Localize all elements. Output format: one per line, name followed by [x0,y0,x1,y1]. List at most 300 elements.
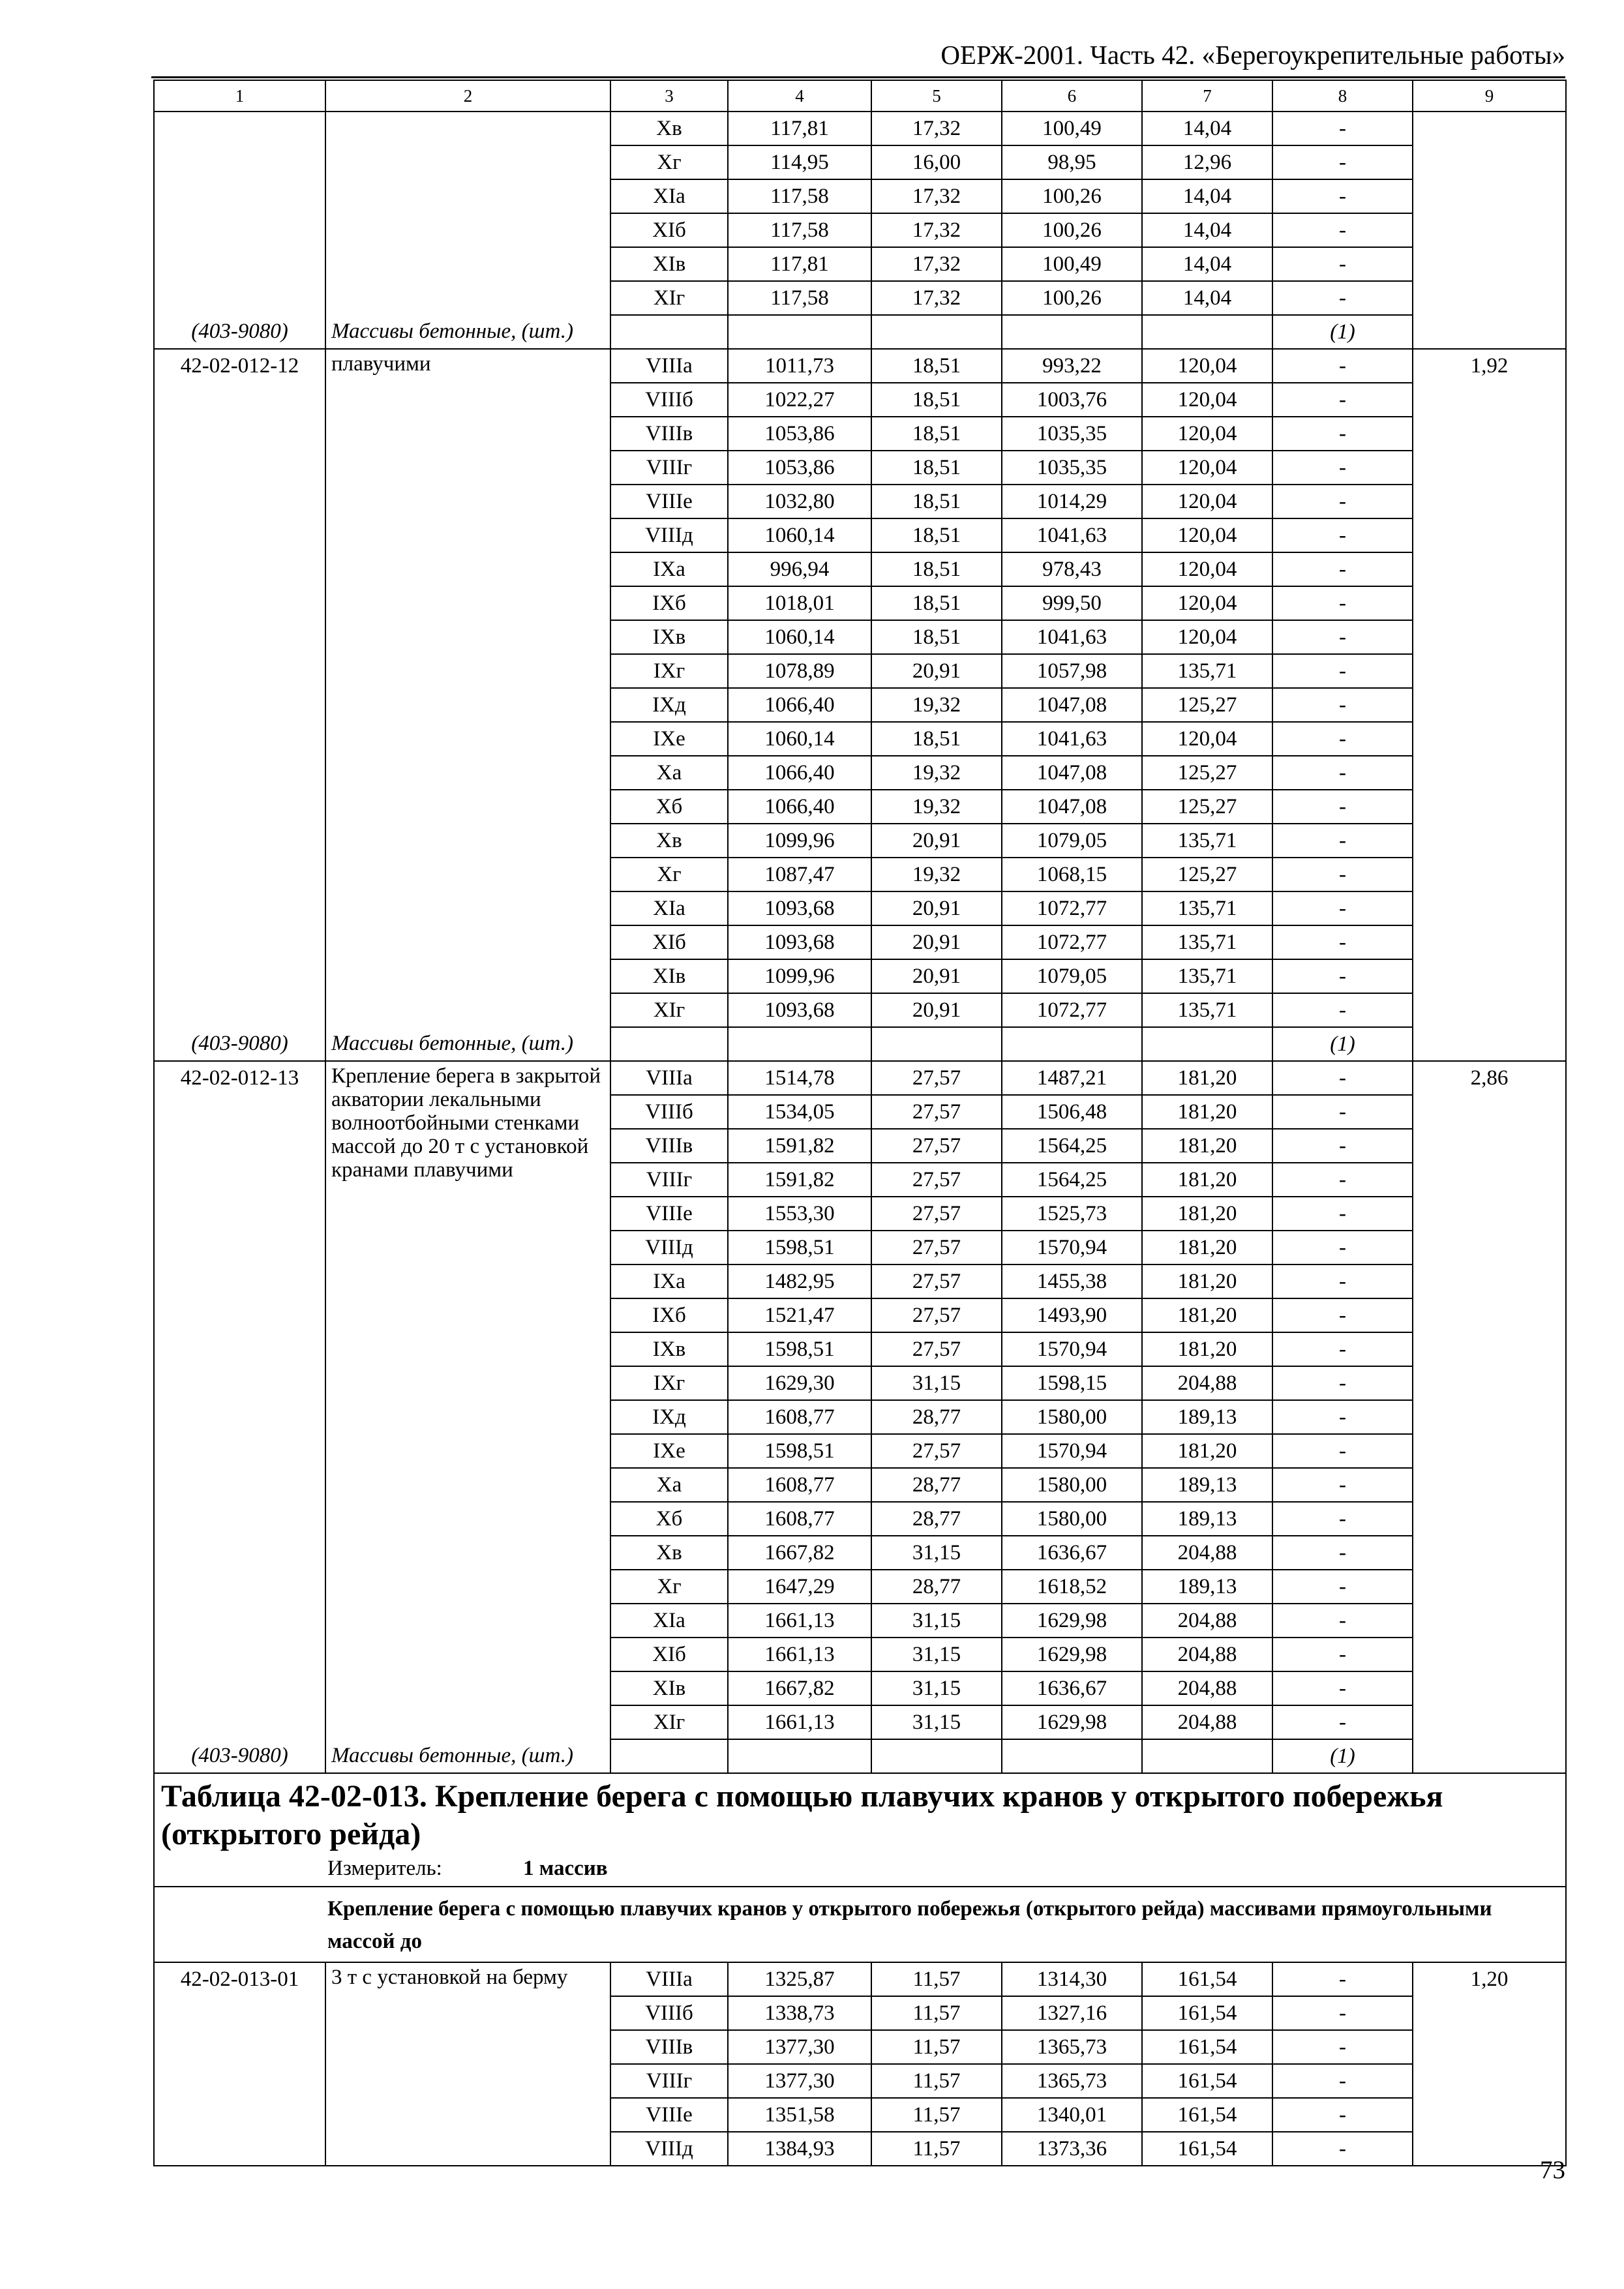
cell-col-7: 120,04 [1142,620,1272,654]
resource-row [154,1739,1566,1773]
cell-col-7: 189,13 [1142,1502,1272,1536]
cell-col-3: Хв [610,1536,728,1570]
cell-col-5: 27,57 [871,1163,1002,1197]
cell-col-3: IXе [610,1434,728,1468]
cell-col-3: ХIа [610,1604,728,1638]
rate-description: плавучими [325,349,610,1027]
cell-col-4: 1093,68 [728,891,871,925]
cell-col-8: - [1272,891,1413,925]
cell-col-6: 1636,67 [1002,1536,1142,1570]
cell-col-4: 1325,87 [728,1962,871,1996]
cell-col-3: VIIIв [610,1129,728,1163]
cell-col-8: - [1272,620,1413,654]
cell-col-4: 1608,77 [728,1468,871,1502]
cell-col-4: 1608,77 [728,1502,871,1536]
cell-col-4: 1591,82 [728,1163,871,1197]
cell-col-8: - [1272,2098,1413,2132]
cell-col-7: 135,71 [1142,993,1272,1027]
cell-col-4: 117,58 [728,213,871,247]
cell-col-3: VIIIг [610,2064,728,2098]
cell-col-3: VIIIг [610,451,728,485]
cell-col-5: 17,32 [871,112,1002,145]
cell-col-7: 135,71 [1142,925,1272,959]
cell-col-7: 189,13 [1142,1468,1272,1502]
cell-col-5: 18,51 [871,518,1002,552]
cell-col-7: 120,04 [1142,722,1272,756]
cell-col-8: - [1272,1996,1413,2030]
cell-col-5: 18,51 [871,552,1002,586]
empty-cell [728,1739,871,1773]
cell-col-7: 181,20 [1142,1332,1272,1366]
cell-col-8: - [1272,756,1413,790]
cell-col-4: 1377,30 [728,2030,871,2064]
cell-col-8: - [1272,1095,1413,1129]
cell-col-8: - [1272,925,1413,959]
cell-col-3: IXг [610,654,728,688]
cell-col-3: VIIIа [610,1962,728,1996]
coefficient: 1,92 [1413,349,1566,1061]
cell-col-4: 1060,14 [728,620,871,654]
cell-col-3: ХIб [610,213,728,247]
cell-col-7: 14,04 [1142,179,1272,213]
cell-col-5: 27,57 [871,1264,1002,1298]
cell-col-4: 1338,73 [728,1996,871,2030]
cell-col-3: VIIIг [610,1163,728,1197]
cell-col-4: 117,81 [728,247,871,281]
cell-col-8: - [1272,451,1413,485]
cell-col-7: 120,04 [1142,451,1272,485]
cell-col-7: 204,88 [1142,1705,1272,1739]
column-number: 4 [728,80,871,112]
cell-col-8: - [1272,1231,1413,1264]
column-number: 2 [325,80,610,112]
cell-col-4: 1377,30 [728,2064,871,2098]
cell-col-3: ХIг [610,281,728,315]
cell-col-8: - [1272,2064,1413,2098]
cell-col-6: 978,43 [1002,552,1142,586]
cell-col-8: - [1272,1604,1413,1638]
cell-col-7: 161,54 [1142,2064,1272,2098]
cell-col-6: 1079,05 [1002,824,1142,858]
cell-col-8: - [1272,586,1413,620]
cell-col-4: 1018,01 [728,586,871,620]
cell-col-4: 1093,68 [728,925,871,959]
cell-col-8: - [1272,485,1413,518]
cell-col-5: 20,91 [871,891,1002,925]
coefficient: 1,20 [1413,1962,1566,2166]
cell-col-5: 17,32 [871,179,1002,213]
cell-col-7: 135,71 [1142,654,1272,688]
cell-col-4: 1598,51 [728,1332,871,1366]
resource-name: Массивы бетонные, (шт.) [325,315,610,349]
cell-col-8: - [1272,112,1413,145]
cell-col-3: ХIв [610,247,728,281]
cell-col-5: 28,77 [871,1502,1002,1536]
running-header-title: ОЕРЖ-2001. Часть 42. «Берегоукрепительные работы» [940,40,1565,70]
cell-col-8: - [1272,2132,1413,2166]
cell-col-4: 1053,86 [728,451,871,485]
measure-value: 1 массив [523,1857,608,1880]
cell-col-3: Хг [610,858,728,891]
cell-col-4: 1667,82 [728,1671,871,1705]
cell-col-7: 161,54 [1142,2132,1272,2166]
cell-col-3: IXе [610,722,728,756]
cell-col-7: 181,20 [1142,1129,1272,1163]
cell-col-8: - [1272,790,1413,824]
cell-col-4: 1053,86 [728,417,871,451]
cell-col-6: 1072,77 [1002,891,1142,925]
cell-col-8: - [1272,552,1413,586]
cell-col-7: 189,13 [1142,1400,1272,1434]
table-heading [154,1773,1566,1887]
cell-col-7: 181,20 [1142,1163,1272,1197]
cell-col-6: 1068,15 [1002,858,1142,891]
cell-col-6: 1003,76 [1002,383,1142,417]
cell-col-4: 1093,68 [728,993,871,1027]
column-number: 3 [610,80,728,112]
empty-cell [871,1027,1002,1061]
cell-col-3: ХIв [610,959,728,993]
cell-col-3: VIIIе [610,2098,728,2132]
section-title: Крепление берега с помощью плавучих кранов у открытого побережья (открытого рейда) массивами прямоугольными массой до [154,1887,1566,1962]
cell-col-6: 100,26 [1002,281,1142,315]
cell-col-5: 20,91 [871,925,1002,959]
cell-col-3: Хв [610,824,728,858]
cell-col-3: Хг [610,1570,728,1604]
cell-col-3: Хб [610,1502,728,1536]
cell-col-5: 28,77 [871,1468,1002,1502]
cell-col-5: 11,57 [871,2064,1002,2098]
cell-col-3: VIIIв [610,2030,728,2064]
cell-col-5: 20,91 [871,654,1002,688]
empty-cell [610,1027,728,1061]
cell-col-8: - [1272,1705,1413,1739]
cell-col-7: 135,71 [1142,891,1272,925]
cell-col-5: 31,15 [871,1536,1002,1570]
cell-col-6: 1365,73 [1002,2030,1142,2064]
cell-col-6: 1035,35 [1002,451,1142,485]
cell-col-8: - [1272,1638,1413,1671]
rate-code: 42-02-013-01 [154,1962,325,2166]
cell-col-8: - [1272,145,1413,179]
cell-col-7: 161,54 [1142,1996,1272,2030]
cell-col-7: 161,54 [1142,2098,1272,2132]
cell-col-8: - [1272,654,1413,688]
cell-col-6: 100,49 [1002,247,1142,281]
table-heading-row [154,1773,1566,1887]
cell-col-7: 12,96 [1142,145,1272,179]
cell-col-4: 1060,14 [728,722,871,756]
cell-col-3: Ха [610,1468,728,1502]
cell-col-4: 1078,89 [728,654,871,688]
cell-col-5: 28,77 [871,1400,1002,1434]
cell-col-4: 1066,40 [728,790,871,824]
cell-col-3: IXб [610,586,728,620]
cell-col-5: 19,32 [871,790,1002,824]
cell-col-7: 14,04 [1142,281,1272,315]
cell-col-6: 1629,98 [1002,1638,1142,1671]
cell-col-3: VIIIб [610,1095,728,1129]
coefficient: 2,86 [1413,1061,1566,1773]
measure-line [155,1853,1565,1886]
cell-col-8: - [1272,518,1413,552]
cell-col-3: VIIIб [610,383,728,417]
cell-col-4: 1060,14 [728,518,871,552]
cell-col-6: 1580,00 [1002,1468,1142,1502]
empty-cell [610,315,728,349]
table-row [154,1962,1566,1996]
cell-col-3: ХIб [610,925,728,959]
cell-col-8: - [1272,1061,1413,1095]
cell-col-4: 1647,29 [728,1570,871,1604]
column-number: 7 [1142,80,1272,112]
cell-col-5: 28,77 [871,1570,1002,1604]
cell-col-5: 18,51 [871,722,1002,756]
cell-col-6: 1564,25 [1002,1163,1142,1197]
cell-col-3: ХIа [610,179,728,213]
cell-col-4: 1351,58 [728,2098,871,2132]
coefficient [1413,112,1566,349]
cell-col-4: 1661,13 [728,1705,871,1739]
cell-col-4: 1591,82 [728,1129,871,1163]
cell-col-4: 996,94 [728,552,871,586]
cell-col-6: 1047,08 [1002,790,1142,824]
rate-code [154,112,325,315]
cell-col-6: 1035,35 [1002,417,1142,451]
column-number: 6 [1002,80,1142,112]
cell-col-3: VIIIб [610,1996,728,2030]
cell-col-5: 27,57 [871,1061,1002,1095]
cell-col-6: 1570,94 [1002,1434,1142,1468]
section-title-row [154,1887,1566,1962]
resource-qty: (1) [1272,315,1413,349]
cell-col-5: 31,15 [871,1638,1002,1671]
cell-col-4: 1066,40 [728,688,871,722]
cell-col-5: 17,32 [871,281,1002,315]
column-number: 9 [1413,80,1566,112]
cell-col-7: 161,54 [1142,1962,1272,1996]
cell-col-6: 1041,63 [1002,518,1142,552]
cell-col-7: 125,27 [1142,858,1272,891]
cell-col-8: - [1272,1400,1413,1434]
cell-col-5: 31,15 [871,1705,1002,1739]
cell-col-4: 1553,30 [728,1197,871,1231]
page-number: 73 [1540,2156,1565,2184]
cell-col-5: 11,57 [871,1996,1002,2030]
cell-col-4: 1099,96 [728,824,871,858]
cell-col-8: - [1272,722,1413,756]
cell-col-8: - [1272,2030,1413,2064]
cell-col-4: 1099,96 [728,959,871,993]
resource-qty: (1) [1272,1027,1413,1061]
cell-col-8: - [1272,1502,1413,1536]
cell-col-3: Хб [610,790,728,824]
empty-cell [728,1027,871,1061]
cell-col-4: 1384,93 [728,2132,871,2166]
cell-col-5: 27,57 [871,1332,1002,1366]
cell-col-4: 1629,30 [728,1366,871,1400]
cell-col-3: VIIIе [610,1197,728,1231]
cell-col-7: 135,71 [1142,824,1272,858]
cell-col-3: IXа [610,1264,728,1298]
cell-col-4: 1608,77 [728,1400,871,1434]
cell-col-5: 20,91 [871,993,1002,1027]
cell-col-3: ХIб [610,1638,728,1671]
rate-code: 42-02-012-13 [154,1061,325,1739]
cell-col-8: - [1272,1366,1413,1400]
cell-col-5: 11,57 [871,1962,1002,1996]
cell-col-7: 204,88 [1142,1638,1272,1671]
cell-col-3: VIIIа [610,349,728,383]
resource-row [154,1027,1566,1061]
cell-col-7: 204,88 [1142,1536,1272,1570]
cell-col-5: 18,51 [871,383,1002,417]
empty-cell [1142,1027,1272,1061]
cell-col-7: 14,04 [1142,112,1272,145]
cell-col-5: 31,15 [871,1671,1002,1705]
cell-col-6: 100,49 [1002,112,1142,145]
cell-col-7: 120,04 [1142,349,1272,383]
cell-col-4: 1032,80 [728,485,871,518]
table-row [154,349,1566,383]
cell-col-4: 1514,78 [728,1061,871,1095]
empty-cell [728,315,871,349]
cell-col-4: 1661,13 [728,1604,871,1638]
cell-col-3: VIIIв [610,417,728,451]
empty-cell [871,315,1002,349]
cell-col-8: - [1272,1570,1413,1604]
cell-col-8: - [1272,1129,1413,1163]
cell-col-6: 1014,29 [1002,485,1142,518]
cell-col-6: 1598,15 [1002,1366,1142,1400]
cell-col-3: IXв [610,620,728,654]
cell-col-6: 100,26 [1002,179,1142,213]
cell-col-4: 117,58 [728,179,871,213]
cell-col-7: 204,88 [1142,1366,1272,1400]
cell-col-4: 1011,73 [728,349,871,383]
cell-col-4: 117,81 [728,112,871,145]
cell-col-3: ХIа [610,891,728,925]
cell-col-3: IXд [610,1400,728,1434]
cell-col-7: 14,04 [1142,247,1272,281]
cell-col-8: - [1272,959,1413,993]
empty-cell [1002,1739,1142,1773]
cell-col-8: - [1272,1163,1413,1197]
cell-col-3: IXд [610,688,728,722]
cell-col-6: 1327,16 [1002,1996,1142,2030]
cell-col-6: 1057,98 [1002,654,1142,688]
cell-col-7: 125,27 [1142,688,1272,722]
cell-col-4: 1534,05 [728,1095,871,1129]
rate-description [325,112,610,315]
cell-col-6: 993,22 [1002,349,1142,383]
cell-col-8: - [1272,417,1413,451]
cell-col-5: 11,57 [871,2098,1002,2132]
cell-col-3: VIIIд [610,2132,728,2166]
cell-col-8: - [1272,349,1413,383]
cell-col-7: 181,20 [1142,1061,1272,1095]
cell-col-7: 120,04 [1142,552,1272,586]
cell-col-8: - [1272,858,1413,891]
cell-col-6: 1455,38 [1002,1264,1142,1298]
cell-col-6: 1047,08 [1002,756,1142,790]
cell-col-8: - [1272,247,1413,281]
empty-cell [1142,1739,1272,1773]
resource-code: (403-9080) [154,1739,325,1773]
rates-table [153,80,1567,2166]
cell-col-8: - [1272,281,1413,315]
cell-col-6: 1493,90 [1002,1298,1142,1332]
cell-col-8: - [1272,1264,1413,1298]
table-row [154,1061,1566,1095]
resource-code: (403-9080) [154,1027,325,1061]
cell-col-6: 1580,00 [1002,1502,1142,1536]
column-number: 8 [1272,80,1413,112]
cell-col-8: - [1272,1332,1413,1366]
cell-col-4: 117,58 [728,281,871,315]
empty-cell [1142,315,1272,349]
cell-col-6: 1570,94 [1002,1332,1142,1366]
cell-col-3: Хг [610,145,728,179]
cell-col-5: 11,57 [871,2132,1002,2166]
cell-col-6: 1072,77 [1002,925,1142,959]
resource-name: Массивы бетонные, (шт.) [325,1739,610,1773]
rate-description: 3 т с установкой на берму [325,1962,610,2166]
cell-col-8: - [1272,993,1413,1027]
cell-col-7: 120,04 [1142,586,1272,620]
cell-col-8: - [1272,824,1413,858]
resource-row [154,315,1566,349]
cell-col-6: 1047,08 [1002,688,1142,722]
cell-col-3: IXб [610,1298,728,1332]
cell-col-5: 17,32 [871,247,1002,281]
cell-col-5: 18,51 [871,349,1002,383]
cell-col-4: 114,95 [728,145,871,179]
cell-col-5: 27,57 [871,1434,1002,1468]
cell-col-6: 1564,25 [1002,1129,1142,1163]
measure-label: Измеритель: [327,1857,442,1880]
cell-col-5: 27,57 [871,1298,1002,1332]
cell-col-7: 181,20 [1142,1434,1272,1468]
cell-col-7: 181,20 [1142,1264,1272,1298]
resource-qty: (1) [1272,1739,1413,1773]
cell-col-3: Хв [610,112,728,145]
cell-col-6: 1041,63 [1002,620,1142,654]
cell-col-5: 31,15 [871,1366,1002,1400]
cell-col-3: ХIг [610,1705,728,1739]
cell-col-7: 161,54 [1142,2030,1272,2064]
cell-col-5: 27,57 [871,1197,1002,1231]
cell-col-5: 27,57 [871,1231,1002,1264]
cell-col-6: 1580,00 [1002,1400,1142,1434]
cell-col-4: 1482,95 [728,1264,871,1298]
cell-col-4: 1667,82 [728,1536,871,1570]
cell-col-6: 1525,73 [1002,1197,1142,1231]
cell-col-7: 120,04 [1142,518,1272,552]
empty-cell [1002,315,1142,349]
cell-col-6: 1618,52 [1002,1570,1142,1604]
cell-col-4: 1066,40 [728,756,871,790]
cell-col-7: 120,04 [1142,485,1272,518]
cell-col-6: 100,26 [1002,213,1142,247]
cell-col-3: VIIIе [610,485,728,518]
cell-col-7: 181,20 [1142,1231,1272,1264]
cell-col-6: 1365,73 [1002,2064,1142,2098]
cell-col-7: 120,04 [1142,417,1272,451]
cell-col-5: 20,91 [871,824,1002,858]
cell-col-7: 125,27 [1142,756,1272,790]
cell-col-4: 1022,27 [728,383,871,417]
